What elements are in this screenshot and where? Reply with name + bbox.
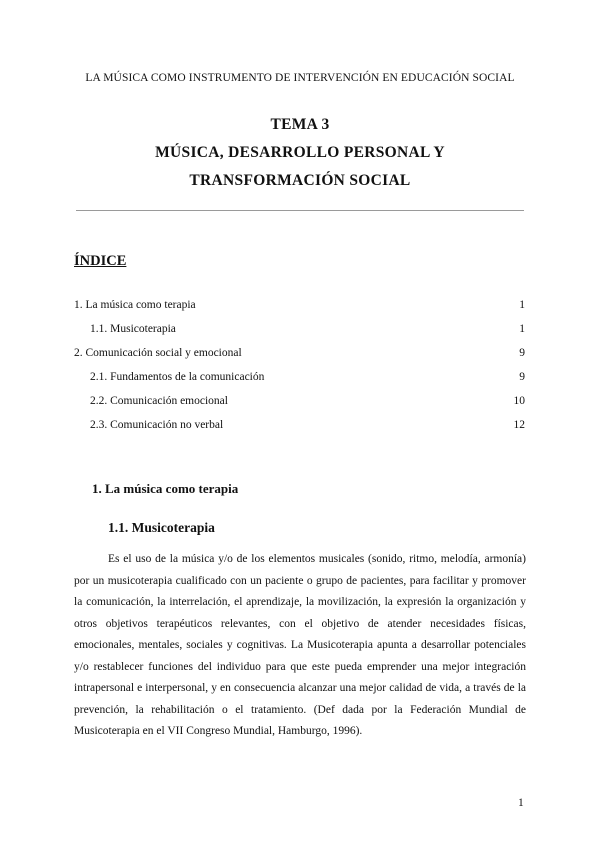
- title-topic-number: TEMA 3: [270, 116, 330, 133]
- toc-entry-page: 12: [513, 419, 525, 431]
- toc-entry[interactable]: [90, 419, 525, 435]
- section-heading: 1. La música como terapia: [92, 481, 239, 496]
- toc-entry-page: 9: [519, 371, 525, 383]
- page-number: 1: [518, 797, 524, 809]
- subsection-heading: 1.1. Musicoterapia: [108, 520, 215, 535]
- running-header: LA MÚSICA COMO INSTRUMENTO DE INTERVENCIÓN EN EDUCACIÓN SOCIAL: [85, 72, 515, 84]
- toc-entry-page: 9: [519, 347, 525, 359]
- toc-entry[interactable]: [74, 299, 525, 315]
- title-line-1: MÚSICA, DESARROLLO PERSONAL Y: [155, 144, 445, 161]
- title-line-2: TRANSFORMACIÓN SOCIAL: [189, 172, 411, 189]
- title-divider: [76, 210, 524, 211]
- toc-entry[interactable]: [74, 347, 525, 363]
- toc-entry-page: 10: [513, 395, 525, 407]
- toc-entry-page: 1: [519, 299, 525, 311]
- toc-entry-page: 1: [519, 323, 525, 335]
- toc-entry-label: 2.1. Fundamentos de la comunicación: [90, 371, 265, 383]
- body-paragraph: Es el uso de la música y/o de los elementos musicales (sonido, ritmo, melodía, armonía) por un musicoterapia cualificado con un paciente o grupo de pacientes, para facilitar y promover la comunicación, la interrelación, el aprendizaje, la movilización, la expresión la organización y otros objetivos terapéuticos relevantes, con el objetivo de atender necesidades físicas, emocionales, mentales, sociales y cognitivas. La Musicoterapia apunta a desarrollar potenciales y/o restablecer funciones del individuo para que este pueda emprender una mejor integración intrapersonal e interpersonal, y en consecuencia alcanzar una mejor calidad de vida, a través de la prevención, la rehabilitación o el tratamiento. (Def dada por la Federación Mundial de Musicoterapia en el VII Congreso Mundial, Hamburgo, 1996).: [74, 553, 526, 737]
- toc-entry[interactable]: [90, 395, 525, 411]
- toc-entry-label: 1. La música como terapia: [74, 299, 196, 311]
- index-heading: ÍNDICE: [74, 253, 127, 269]
- toc-entry-label: 2. Comunicación social y emocional: [74, 347, 242, 359]
- toc-entry[interactable]: [90, 371, 525, 387]
- toc-entry-label: 1.1. Musicoterapia: [90, 323, 176, 335]
- toc-entry-label: 2.2. Comunicación emocional: [90, 395, 228, 407]
- toc-entry[interactable]: [90, 323, 525, 339]
- toc-entry-label: 2.3. Comunicación no verbal: [90, 419, 224, 431]
